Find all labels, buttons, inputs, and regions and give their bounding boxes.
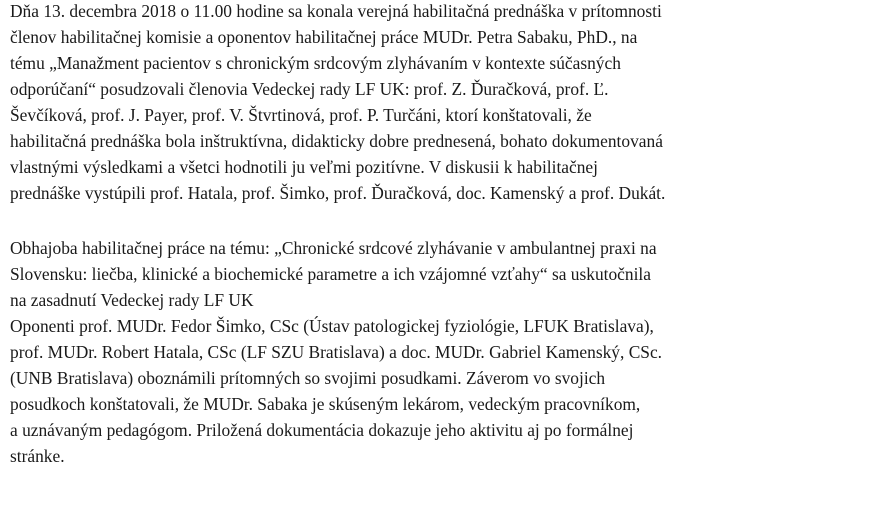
paragraph-line: odporúčaní“ posudzovali členovia Vedeckej rady LF UK: prof. Z. Ďuračková, prof. Ľ. [10, 79, 609, 99]
paragraph-line: na zasadnutí Vedeckej rady LF UK [10, 290, 254, 310]
paragraph-line: vlastnými výsledkami a všetci hodnotili ju veľmi pozitívne. V diskusii k habilitačnej [10, 157, 598, 177]
paragraph-line: prednáške vystúpili prof. Hatala, prof. Šimko, prof. Ďuračková, doc. Kamenský a prof. Dukát. [10, 183, 666, 203]
paragraph-line: členov habilitačnej komisie a oponentov habilitačnej práce MUDr. Petra Sabaku, PhD., na [10, 27, 638, 47]
paragraph-line: (UNB Bratislava) oboznámili prítomných so svojimi posudkami. Záverom vo svojich [10, 368, 606, 388]
paragraph-line: stránke. [10, 446, 65, 466]
paragraph-line: prof. MUDr. Robert Hatala, CSc (LF SZU Bratislava) a doc. MUDr. Gabriel Kamenský, CSc. [10, 342, 663, 362]
paragraph-line: Slovensku: liečba, klinické a biochemické parametre a ich vzájomné vzťahy“ sa uskutočnila [10, 264, 651, 284]
paragraph-line: posudkoch konštatovali, že MUDr. Sabaka je skúseným lekárom, vedeckým pracovníkom, [10, 394, 641, 414]
paragraph-line: Oponenti prof. MUDr. Fedor Šimko, CSc (Ústav patologickej fyziológie, LFUK Bratislava), [10, 316, 654, 336]
paragraph-line: Dňa 13. decembra 2018 o 11.00 hodine sa konala verejná habilitačná prednáška v prítomnosti [10, 1, 662, 21]
paragraph-line: tému „Manažment pacientov s chronickým srdcovým zlyhávaním v kontexte súčasných [10, 53, 621, 73]
paragraph-line: a uznávaným pedagógom. Priložená dokumentácia dokazuje jeho aktivitu aj po formálnej [10, 420, 634, 440]
paragraph-line: Obhajoba habilitačnej práce na tému: „Chronické srdcové zlyhávanie v ambulantnej praxi na [10, 238, 657, 258]
paragraph-line: Ševčíková, prof. J. Payer, prof. V. Štvrtinová, prof. P. Turčáni, ktorí konštatovali, že [10, 105, 592, 125]
paragraph-line: habilitačná prednáška bola inštruktívna, didakticky dobre prednesená, bohato dokumentovaná [10, 131, 663, 151]
